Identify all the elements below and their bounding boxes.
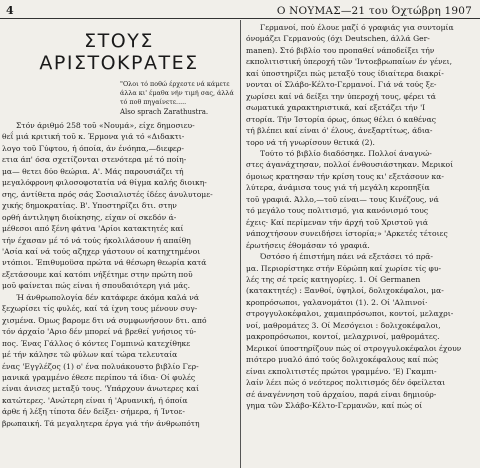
text-line: μα. Περιορίστηκε στήν Εύρώπη καί χωρίσε τίς φυ- [246,263,442,273]
text-line: σέ άναγέννηση τοῦ άρχαίου, παρά είναι δημιούρ- [246,389,437,399]
text-line: άρθε ή λέξη τίποτα δέν δείξει· σήμερα, ή Ίντοε- [2,407,185,417]
text-line: πιότερο μυαλό άπό τούς δολιχοκέφαλους καί πώς [246,355,439,365]
text-line: ορθή άντιληψη διοίκησης, είχαν οί σκεδόν ά- [2,212,177,222]
text-line: έρωτήσεις έθομάσαν τό γραφιά. [246,240,370,250]
text-line: σωματικά χαρακτηριστικά, καί εξετάζει τήν 'Ι [246,103,426,113]
article-title: ΣΤΟΥΣ ΑΡΙΣΤΟΚΡΑΤΕΣ [39,30,199,74]
text-line: έχεις· Καί περίμεναν τήν άρχή τοῦ Χριστοῦ γιά [246,217,428,227]
text-line: κατώτερες. 'Ανώτερη είναι ή 'Αρυανική, ή όποία [2,395,188,405]
text-line: λαίν λέει πώς ό νεότερος πολιτισμός δέν όφείλεται [246,378,446,388]
paragraph [246,22,476,148]
text-line: Μερικοί ύποστηρίζουν πώς οί στρογγυλοκέφαλοι έχουν [246,343,462,353]
page-header [0,2,480,19]
paragraph [246,148,476,251]
text-line: λύτερα, άνάμισα τους γιά τή μεγάλη κεροπηξία [246,183,430,193]
text-line: ξεχωρίσει τίς φυλές, καί τά ίχνη τους μένουν συγ- [2,304,198,314]
text-line: γημα τῶν Σλάβο-Κέλτο-Γερμανῶν, καί πώς οί [246,400,423,410]
text-line: πος. Ένας Γάλλος ό κόντες Γομπινώ κατεχίθηκε [2,338,191,348]
text-line: νονται οί Σλάβο-Κέλτο-Γερμανοί. Γιά νά τούς ξε- [246,80,437,90]
epigraph [120,80,236,117]
text-line: στες άγανάχτησαν, πολλοί ένθουσιάστηκαν. Μερικοί [246,160,454,170]
text-line: τοῦ γραφιά. Άλλο,—τοῦ είναι— τους Κινέζους, νά [246,194,439,204]
epigraph-line: τό ποθ πηγαίνετε..... [120,98,187,106]
left-column [2,22,236,468]
text-line: τόν άρχαίο 'Αριο δέν μπορεί νά βρεθεί γνήσιος τύ- [2,327,197,337]
text-line: καί ύποστηρίζει πώς μεταξύ τους ίδιαίτερα διακρί- [246,68,444,78]
column-divider [240,20,241,468]
text-line: κροπρόσωποι, γαλανομάτοι (1). 2. Οί 'Αλπινοί· [246,297,428,307]
text-line: στορία. Τήν Ίστορία όρως, όπως θέλει ό καθένας [246,114,436,124]
text-line: νοί, μαθρομάτες 3. Οί Μεσόγειοι : δολιχοκέφαλοι, [246,320,441,330]
text-line: μα— θετει δύο θεώρια. Α'. Μάς παρουσιάζει τή [2,166,184,176]
epigraph-line: άλλα κι' έμαθα νήν τιμή σας, άλλά [120,89,234,97]
text-line: σης, άντίθετα πρός σάς Σοσιαλιστές ίδέες άνυλυτομε- [2,189,213,199]
text-line: Ή άνθρωπολογία δέν κατάφερε άκόμα καλά νά [16,292,199,302]
text-line: θεΐ μιά κριτική τοῦ κ. Έρμονα γιά τό «Διδακτι- [2,132,185,142]
text-line: 'Ασία καί νά τούς αζηχερ γάστουν οί κατηχτημένοι [2,246,201,256]
text-line: Όστόσο ή έπιστήμη πάει νά εξετάσει τό πρᾶ- [260,252,433,262]
text-line: λογο τοῦ Γύφτου, ή όποία, άν ένόηπα,—διεφερ- [2,143,184,153]
text-line: όμοιως κρατησαν τήν κρίση τους κι' εξετάσουν κα- [246,171,444,181]
text-line: χωρίσει καί νά δείξει την ύπεροχή τους, φέρει τά [246,91,436,101]
text-line: τό μεγάλο τους πολιτισμό, για κανόνισμό τους [246,206,429,216]
text-line: βρωπαική. Τά μεγαλητερα έργα γιά τήν άνθρωπότη [2,418,200,428]
text-line: Γερμανοί, πού έλουε μαζί ό γραφιάς για συντομία [260,23,454,32]
text-line: τήν έχασαν μέ τό νά τούς ήκολιλάσουν ή απαίθη [2,235,191,245]
text-line: μέθεσοι από ξένη φάτνα 'Αρίοι κατακτητές καί [2,224,184,234]
text-line: μέ τήν κάλησε τῶ φύλων καί τώρα τελευταία [2,350,178,360]
text-line: μακροπρόσωποι, κοντοί, μελαχρινοί, μαθρομάτες. [246,332,440,342]
text-line: μανικά γραμμένο έθεσε περίπου τά ίδια· Οί φυλές [2,372,196,382]
text-line: μοῦ φαίνεται πώς είναι ή σπουδαιότερη γιά μάς. [2,281,191,291]
text-line: μεγαλόφρονη φιλοσοφοτατία νά θίγμα καλής διοικη- [2,178,207,188]
page-number: 4 [6,4,14,17]
text-line: στρογγυλοκέφαλοι, χαμαιπρόσωποι, κοντοί, μελαχρι- [246,309,454,319]
text-line: ένας 'Εγγλέζος (1) ο' ένα πολυάκουστο βιβλίο Γερ- [2,361,199,371]
text-line: εξετάσουμε καί κατόπι νήξέτημε στην πρώτη ποῦ [2,269,193,279]
text-line: Στόν άριθμό 258 τοῦ «Νουμά», είχε δημοσιευ- [16,121,195,130]
paragraph [2,292,236,429]
text-line: ντόπιοι. Έπιθυμοϋσα πρώτα νά θέσωρη θεωρία κατά [2,258,207,268]
text-line: χικής δημοκρατίας. Β'. Υποστηρίζει δτι. στην [2,201,177,211]
text-line: Τούτο τό βιβλίο διαδόσηκε. Πολλοί άναγνώ- [260,148,432,158]
paragraph [246,251,476,411]
text-line: τορο νά τή γνωρίσουν θετικά (2). [246,137,375,147]
masthead: Ο ΝΟΥΜΑΣ—21 του Όχτώβρη 1907 [276,5,472,17]
text-line: λές της σέ τρείς κατηγορίες. 1. Οί Germanen [246,274,421,284]
text-line: είναι άνισες μεταξύ τους. 'Υπάρχουν άνωτερες καί [2,384,199,394]
text-line: ετια άπ' όσα σχετίζονται στενότερα μέ τό ποίη- [2,155,187,165]
text-line: εκπολιτιστική ύπεροχή τῶν 'Ιντοεβρωπαίων έν γένει, [246,57,453,67]
right-column [246,22,476,468]
epigraph-source: Also sprach Zarathustra. [120,108,209,116]
text-line: χισμένα. Όμως βαρομε δτι νά συμφωνήσουν δτι. από [2,315,207,325]
epigraph-line: "Ολοι τό ποθώ έρχεστε νά κάμετε [120,80,230,88]
paragraph [2,120,236,292]
text-line: (κατακτητές) : Ξανθοί, ύψηλοί, δολιχοκέφαλοι, μα- [246,286,444,296]
text-line: τή βλέπει καί είναι ό' έλους, άνεξαρτίτως, άδια- [246,126,433,136]
text-line: είναι εκπολιτιστές πρώτοι γραμμένο. 'Ε) Γκαμπι- [246,366,437,376]
text-line: όνομάζει Γερμανούς (όχι Deutschen, άλλά Ger- [246,34,430,44]
text-line: manen). Στό βιβλίο του προπαθεί νάποδείξει τήν [246,45,435,55]
text-line: νάποχτήσουν συνειδήσει ίστορία;» 'Αρκετές τέτοιες [246,229,448,239]
